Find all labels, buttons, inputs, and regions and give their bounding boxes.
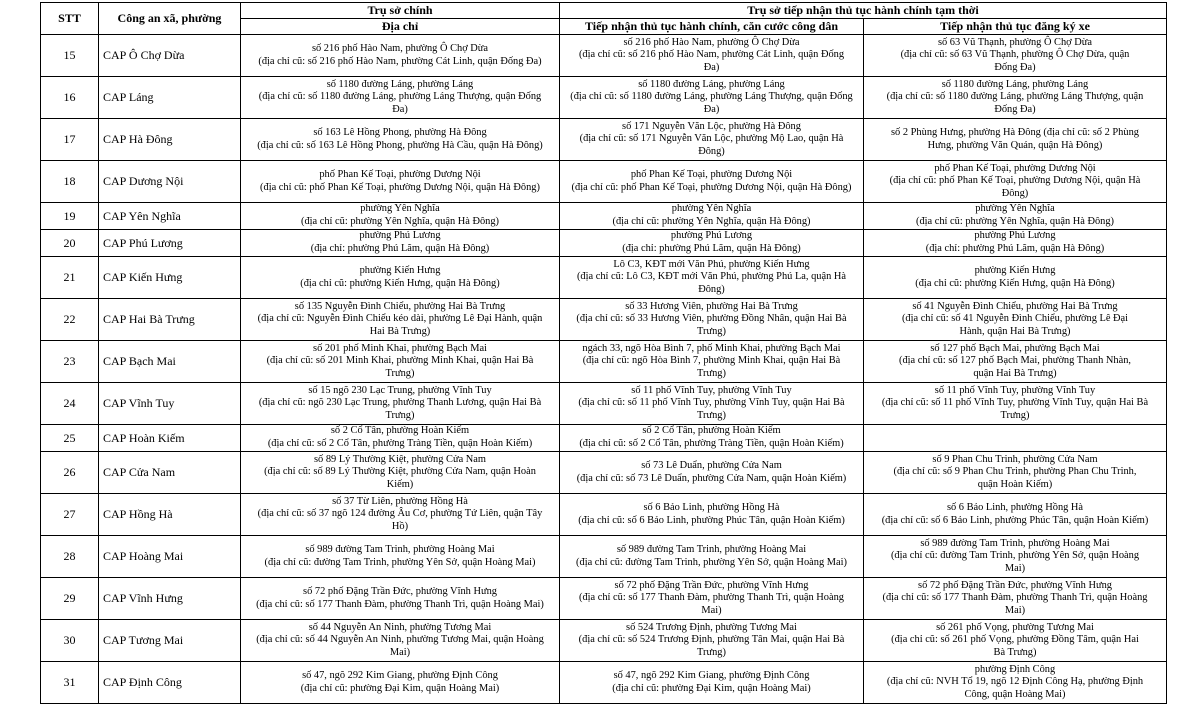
- row-stt: 23: [41, 341, 99, 383]
- address-line: Hai Bà Trưng): [369, 325, 431, 337]
- header-address: Địa chỉ: [241, 19, 560, 35]
- address-line: số 63 Vũ Thạnh, phường Ô Chợ Dừa: [937, 36, 1093, 48]
- row-stt: 20: [41, 230, 99, 257]
- vehicle-registration-address: [864, 119, 1167, 161]
- address-line: phường Kiến Hưng: [974, 264, 1056, 276]
- header-vehicle-registration: Tiếp nhận thủ tục đăng ký xe: [864, 19, 1167, 35]
- address-line: phường Kiến Hưng: [359, 264, 441, 276]
- address-line: số 33 Hương Viên, phường Hai Bà Trưng: [625, 300, 798, 312]
- address-line: số 6 Bảo Linh, phường Hồng Hà: [946, 501, 1084, 513]
- row-stt: 26: [41, 452, 99, 494]
- address-line: (địa chỉ cũ: phường Yên Nghĩa, quận Hà Đông): [300, 216, 499, 227]
- address-line: (địa chỉ cũ: số 1180 đường Láng, phường Láng Thượng, quận Đống: [258, 91, 542, 103]
- address-line: Kiếm): [386, 478, 414, 490]
- address-line: số 89 Lý Thường Kiệt, phường Cửa Nam: [314, 453, 486, 465]
- address-line: (địa chỉ cũ: số 127 phố Bạch Mai, phường Thanh Nhàn,: [899, 355, 1131, 367]
- main-office-address: [241, 383, 560, 425]
- admin-procedure-address: [560, 578, 864, 620]
- address-line: (địa chỉ cũ: số 89 Lý Thường Kiệt, phường Cửa Nam, quận Hoàn: [264, 466, 536, 478]
- address-line: (địa chỉ cũ: phố Phan Kế Toại, phường Dương Nội, quận Hà Đông): [571, 181, 852, 193]
- address-line: số 1180 đường Láng, phường Láng: [326, 78, 474, 90]
- vehicle-registration-address: [864, 425, 1167, 452]
- address-line: (địa chỉ cũ: phố Phan Kế Toại, phường Dương Nội, quận Hà Đông): [260, 181, 540, 193]
- vehicle-registration-address: [864, 230, 1167, 257]
- row-unit-name: CAP Láng: [99, 77, 241, 119]
- address-line: số 73 Lê Duẩn, phường Cửa Nam: [641, 459, 782, 471]
- main-office-address: [241, 425, 560, 452]
- address-line: Đống Đa): [994, 103, 1036, 115]
- admin-procedure-address: [560, 452, 864, 494]
- address-line: (địa chỉ cũ: số 6 Bảo Linh, phường Phúc Tân, quận Hoàn Kiếm): [881, 514, 1149, 526]
- row-stt: 16: [41, 77, 99, 119]
- address-line: số 989 đường Tam Trinh, phường Hoàng Mai: [616, 543, 807, 555]
- address-line: số 6 Bảo Linh, phường Hồng Hà: [643, 501, 780, 513]
- table-row: [41, 536, 1167, 578]
- address-line: Lô C3, KĐT mới Văn Phú, phường Kiến Hưng: [613, 258, 810, 270]
- table-body: [41, 35, 1167, 704]
- address-line: số 9 Phan Chu Trinh, phường Cửa Nam: [932, 453, 1098, 465]
- address-line: (địa chỉ cũ: số 1180 đường Láng, phường Láng Thượng, quận Đống: [570, 91, 853, 103]
- table-row: [41, 383, 1167, 425]
- address-line: Trưng): [385, 367, 415, 379]
- row-unit-name: CAP Hà Đông: [99, 119, 241, 161]
- address-line: (địa chỉ cũ: số 11 phố Vĩnh Tuy, phường Vĩnh Tuy, quận Hai Bà: [578, 397, 845, 409]
- row-stt: 21: [41, 257, 99, 299]
- table-row: [41, 77, 1167, 119]
- address-line: quận Hoàn Kiếm): [977, 478, 1053, 490]
- row-unit-name: CAP Kiến Hưng: [99, 257, 241, 299]
- row-unit-name: CAP Yên Nghĩa: [99, 203, 241, 230]
- admin-procedure-address: [560, 77, 864, 119]
- row-stt: 17: [41, 119, 99, 161]
- address-line: (địa chỉ cũ: số 261 phố Vọng, phường Đồng Tâm, quận Hai: [891, 634, 1139, 646]
- address-line: Hành, quận Hai Bà Trưng): [959, 325, 1071, 337]
- address-line: Đa): [392, 103, 408, 115]
- address-line: (địa chỉ cũ: phường Kiến Hưng, quận Hà Đông): [300, 277, 500, 289]
- vehicle-registration-address: [864, 35, 1167, 77]
- vehicle-registration-address: [864, 77, 1167, 119]
- address-line: Trưng): [697, 325, 726, 337]
- address-line: (địa chỉ cũ: số 44 Nguyễn An Ninh, phường Tương Mai, quận Hoàng: [256, 634, 544, 646]
- address-line: số 2 Cổ Tân, phường Hoàn Kiếm: [330, 425, 470, 437]
- main-office-address: [241, 452, 560, 494]
- address-line: (địa chỉ cũ: phố Phan Kế Toại, phường Dương Nội, quận Hà: [889, 175, 1141, 187]
- row-stt: 15: [41, 35, 99, 77]
- table-row: [41, 425, 1167, 452]
- address-line: (địa chỉ cũ: phường Yên Nghĩa, quận Hà Đông): [612, 216, 811, 227]
- address-line: ngách 33, ngõ Hòa Bình 7, phố Minh Khai, phường Bạch Mai: [582, 342, 841, 354]
- address-line: Đông): [698, 145, 725, 157]
- address-line: (địa chỉ cũ: số 216 phố Hào Nam, phường Cát Linh, quận Đống Đa): [258, 55, 542, 67]
- table-row: [41, 341, 1167, 383]
- address-line: Hồ): [391, 520, 409, 532]
- row-unit-name: CAP Hoàng Mai: [99, 536, 241, 578]
- address-line: số 2 Cổ Tân, phường Hoàn Kiếm: [642, 425, 781, 437]
- row-stt: 19: [41, 203, 99, 230]
- main-office-address: [241, 620, 560, 662]
- address-line: (địa chỉ cũ: phường Kiến Hưng, quận Hà Đông): [915, 277, 1115, 289]
- admin-procedure-address: [560, 119, 864, 161]
- admin-procedure-address: [560, 662, 864, 704]
- main-office-address: [241, 230, 560, 257]
- address-line: Mai): [701, 604, 722, 616]
- row-stt: 29: [41, 578, 99, 620]
- address-line: số 524 Trương Định, phường Tương Mai: [626, 621, 797, 633]
- table-row: [41, 662, 1167, 704]
- address-line: (địa chỉ cũ: số 33 Hương Viên, phường Đồng Nhân, quận Hai Bà: [576, 313, 847, 325]
- main-office-address: [241, 494, 560, 536]
- admin-procedure-address: [560, 230, 864, 257]
- vehicle-registration-address: [864, 494, 1167, 536]
- address-line: quận Hai Bà Trưng): [973, 367, 1057, 379]
- address-line: số 2 Phùng Hưng, phường Hà Đông (địa chỉ cũ: số 2 Phùng: [891, 126, 1139, 138]
- address-line: Trưng): [697, 409, 726, 421]
- header-main-office: Trụ sở chính: [241, 3, 560, 19]
- address-line: số 216 phố Hào Nam, phường Ô Chợ Dừa: [311, 42, 489, 54]
- address-line: (địa chỉ cũ: số 216 phố Hào Nam, phường Cát Linh, quận Đống: [578, 49, 845, 61]
- address-line: số 1180 đường Láng, phường Láng: [638, 78, 785, 90]
- address-line: Trưng): [697, 646, 726, 658]
- table-row: [41, 620, 1167, 662]
- address-line: phường Định Công: [974, 663, 1056, 675]
- vehicle-registration-address: [864, 662, 1167, 704]
- address-line: Bà Trưng): [993, 646, 1037, 658]
- row-unit-name: CAP Ô Chợ Dừa: [99, 35, 241, 77]
- admin-procedure-address: [560, 494, 864, 536]
- main-office-address: [241, 35, 560, 77]
- admin-procedure-address: [560, 425, 864, 452]
- address-line: phường Phú Lương: [974, 230, 1056, 242]
- row-stt: 31: [41, 662, 99, 704]
- address-line: (địa chỉ cũ: số 37 ngõ 124 đường Âu Cơ, phường Tứ Liên, quận Tây: [257, 508, 543, 520]
- table-row: [41, 452, 1167, 494]
- row-unit-name: CAP Dương Nội: [99, 161, 241, 203]
- main-office-address: [241, 161, 560, 203]
- admin-procedure-address: [560, 203, 864, 230]
- main-office-address: [241, 299, 560, 341]
- address-line: Đống Đa): [994, 61, 1036, 73]
- address-line: Hưng, phường Văn Quán, quận Hà Đông): [927, 139, 1103, 151]
- address-line: (địa chỉ cũ: số 177 Thanh Đàm, phường Thanh Trì, quận Hoàng: [882, 592, 1148, 604]
- vehicle-registration-address: [864, 620, 1167, 662]
- address-line: (địa chỉ cũ: số 11 phố Vĩnh Tuy, phường Vĩnh Tuy, quận Hai Bà: [881, 397, 1149, 409]
- address-line: số 201 phố Minh Khai, phường Bạch Mai: [313, 342, 487, 354]
- address-line: (địa chỉ: phường Phú Lãm, quận Hà Đông): [925, 243, 1105, 254]
- address-line: số 11 phố Vĩnh Tuy, phường Vĩnh Tuy: [934, 384, 1096, 396]
- address-line: số 47, ngõ 292 Kim Giang, phường Định Công: [613, 669, 810, 681]
- address-line: (địa chỉ cũ: số 6 Bảo Linh, phường Phúc Tân, quận Hoàn Kiếm): [578, 514, 845, 526]
- row-unit-name: CAP Định Công: [99, 662, 241, 704]
- address-line: (địa chỉ cũ: phường Yên Nghĩa, quận Hà Đông): [915, 216, 1114, 227]
- address-line: số 216 phố Hào Nam, phường Ô Chợ Dừa: [623, 36, 800, 48]
- address-line: số 989 đường Tam Trinh, phường Hoàng Mai: [920, 537, 1110, 549]
- address-line: (địa chỉ cũ: phường Đại Kim, quận Hoàng Mai): [612, 682, 811, 694]
- main-office-address: [241, 77, 560, 119]
- vehicle-registration-address: [864, 341, 1167, 383]
- address-line: (địa chỉ cũ: số 524 Trương Định, phường Tân Mai, quận Hai Bà: [578, 634, 845, 646]
- address-line: phường Phú Lương: [670, 230, 753, 242]
- address-line: số 1180 đường Láng, phường Láng: [941, 78, 1089, 90]
- row-unit-name: CAP Vĩnh Tuy: [99, 383, 241, 425]
- address-table-sheet: [40, 2, 1166, 704]
- address-line: phố Phan Kế Toại, phường Dương Nội: [630, 168, 793, 180]
- address-line: (địa chỉ cũ: Lô C3, KĐT mới Văn Phú, phường Phú La, quận Hà: [576, 271, 847, 283]
- row-unit-name: CAP Vĩnh Hưng: [99, 578, 241, 620]
- address-line: số 135 Nguyễn Đình Chiểu, phường Hai Bà Trưng: [294, 300, 506, 312]
- row-stt: 28: [41, 536, 99, 578]
- row-unit-name: CAP Hoàn Kiếm: [99, 425, 241, 452]
- main-office-address: [241, 257, 560, 299]
- address-line: Công, quận Hoàng Mai): [964, 688, 1066, 700]
- address-line: số 47, ngõ 292 Kim Giang, phường Định Công: [302, 669, 498, 681]
- address-line: (địa chỉ cũ: NVH Tổ 19, ngõ 12 Định Công Hạ, phường Định: [886, 676, 1144, 688]
- table-row: [41, 119, 1167, 161]
- admin-procedure-address: [560, 341, 864, 383]
- address-line: số 261 phố Vọng, phường Tương Mai: [936, 621, 1094, 633]
- address-line: Mai): [1004, 562, 1026, 574]
- row-stt: 22: [41, 299, 99, 341]
- address-line: (địa chỉ cũ: số 171 Nguyễn Văn Lộc, phường Mộ Lao, quận Hà: [579, 133, 844, 145]
- row-unit-name: CAP Phú Lương: [99, 230, 241, 257]
- address-line: số 72 phố Đặng Trần Đức, phường Vĩnh Hưng: [918, 579, 1112, 591]
- address-line: (địa chỉ cũ: số 73 Lê Duẩn, phường Cửa Nam, quận Hoàn Kiếm): [576, 472, 847, 484]
- address-line: số 37 Từ Liên, phường Hồng Hà: [332, 495, 468, 507]
- main-office-address: [241, 662, 560, 704]
- row-stt: 18: [41, 161, 99, 203]
- address-line: phường Yên Nghĩa: [975, 203, 1055, 215]
- row-unit-name: CAP Cửa Nam: [99, 452, 241, 494]
- address-line: (địa chỉ cũ: số 63 Vũ Thạnh, phường Ô Chợ Dừa, quận: [900, 49, 1130, 61]
- vehicle-registration-address: [864, 161, 1167, 203]
- address-line: Đông): [1001, 187, 1029, 199]
- address-line: Đa): [703, 61, 720, 73]
- address-line: phường Phú Lương: [359, 230, 441, 242]
- vehicle-registration-address: [864, 383, 1167, 425]
- address-line: (địa chỉ: phường Phú Lãm, quận Hà Đông): [310, 243, 490, 254]
- address-line: (địa chỉ: phường Phú Lãm, quận Hà Đông): [622, 243, 801, 254]
- row-unit-name: CAP Tương Mai: [99, 620, 241, 662]
- table-row: [41, 578, 1167, 620]
- address-line: số 163 Lê Hồng Phong, phường Hà Đông: [313, 126, 487, 138]
- header-unit: Công an xã, phường: [99, 3, 241, 35]
- row-stt: 25: [41, 425, 99, 452]
- address-line: (địa chỉ cũ: ngõ Hòa Bình 7, phường Minh Khai, quận Hai Bà: [582, 355, 841, 367]
- table-row: [41, 230, 1167, 257]
- address-line: (địa chỉ cũ: số 1180 đường Láng, phường Láng Thượng, quận: [886, 91, 1144, 103]
- address-line: (địa chỉ cũ: số 41 Nguyễn Đình Chiểu, phường Lê Đại: [901, 313, 1129, 325]
- address-line: (địa chỉ cũ: số 2 Cổ Tân, phường Tràng Tiền, quận Hoàn Kiếm): [267, 438, 533, 449]
- address-line: (địa chỉ cũ: số 2 Cổ Tân, phường Tràng Tiền, quận Hoàn Kiếm): [579, 438, 844, 449]
- table-row: [41, 161, 1167, 203]
- address-line: phường Yên Nghĩa: [360, 203, 440, 215]
- address-line: Mai): [1004, 604, 1026, 616]
- row-unit-name: CAP Hồng Hà: [99, 494, 241, 536]
- address-line: (địa chỉ cũ: số 9 Phan Chu Trinh, phường Phan Chu Trinh,: [893, 466, 1137, 478]
- address-line: phường Yên Nghĩa: [671, 203, 752, 215]
- vehicle-registration-address: [864, 299, 1167, 341]
- table-row: [41, 35, 1167, 77]
- main-office-address: [241, 203, 560, 230]
- admin-procedure-address: [560, 383, 864, 425]
- main-office-address: [241, 341, 560, 383]
- admin-procedure-address: [560, 536, 864, 578]
- address-line: số 171 Nguyễn Văn Lộc, phường Hà Đông: [622, 120, 801, 132]
- address-line: số 72 phố Đặng Trần Đức, phường Vĩnh Hưng: [614, 579, 809, 591]
- admin-procedure-address: [560, 299, 864, 341]
- row-unit-name: CAP Hai Bà Trưng: [99, 299, 241, 341]
- admin-procedure-address: [560, 620, 864, 662]
- vehicle-registration-address: [864, 536, 1167, 578]
- vehicle-registration-address: [864, 257, 1167, 299]
- address-line: (địa chỉ cũ: đường Tam Trinh, phường Yên Sở, quận Hoàng: [890, 550, 1140, 562]
- header-admin-procedures: Tiếp nhận thủ tục hành chính, căn cước công dân: [560, 19, 864, 35]
- header-temp-office: Trụ sở tiếp nhận thủ tục hành chính tạm thời: [560, 3, 1167, 19]
- police-office-address-table: [40, 2, 1167, 704]
- row-unit-name: CAP Bạch Mai: [99, 341, 241, 383]
- vehicle-registration-address: [864, 452, 1167, 494]
- admin-procedure-address: [560, 257, 864, 299]
- row-stt: 27: [41, 494, 99, 536]
- main-office-address: [241, 536, 560, 578]
- address-line: phố Phan Kế Toại, phường Dương Nội: [934, 162, 1096, 174]
- address-line: Đông): [698, 283, 725, 295]
- address-line: phố Phan Kế Toại, phường Dương Nội: [319, 168, 481, 180]
- address-line: số 72 phố Đặng Trần Đức, phường Vĩnh Hưng: [303, 585, 497, 597]
- address-line: (địa chỉ cũ: số 177 Thanh Đàm, phường Thanh Trì, quận Hoàng: [579, 592, 844, 604]
- address-line: số 41 Nguyễn Đình Chiểu, phường Hai Bà Trưng: [912, 300, 1118, 312]
- address-line: (địa chỉ cũ: ngõ 230 Lạc Trung, phường Thanh Lương, quận Hai Bà: [258, 397, 542, 409]
- main-office-address: [241, 119, 560, 161]
- address-line: (địa chỉ cũ: số 177 Thanh Đàm, phường Thanh Trì, quận Hoàng Mai): [256, 598, 544, 610]
- address-line: (địa chỉ cũ: số 163 Lê Hồng Phong, phường Hà Cầu, quận Hà Đông): [257, 139, 543, 151]
- address-line: (địa chỉ cũ: đường Tam Trinh, phường Yên Sở, quận Hoàng Mai): [264, 556, 536, 568]
- row-stt: 24: [41, 383, 99, 425]
- table-row: [41, 494, 1167, 536]
- admin-procedure-address: [560, 161, 864, 203]
- header-stt: STT: [41, 3, 99, 35]
- vehicle-registration-address: [864, 578, 1167, 620]
- address-line: (địa chỉ cũ: số 201 Minh Khai, phường Minh Khai, quận Hai Bà: [266, 355, 534, 367]
- address-line: số 127 phố Bạch Mai, phường Bạch Mai: [930, 342, 1100, 354]
- row-stt: 30: [41, 620, 99, 662]
- address-line: số 11 phố Vĩnh Tuy, phường Vĩnh Tuy: [631, 384, 792, 396]
- address-line: Trưng): [697, 367, 726, 379]
- address-line: Trưng): [1000, 409, 1030, 421]
- address-line: (địa chỉ cũ: đường Tam Trinh, phường Yên Sở, quận Hoàng Mai): [576, 556, 847, 568]
- address-line: số 989 đường Tam Trinh, phường Hoàng Mai: [305, 543, 495, 555]
- table-row: [41, 203, 1167, 230]
- address-line: Trưng): [385, 409, 415, 421]
- main-office-address: [241, 578, 560, 620]
- address-line: số 15 ngõ 230 Lạc Trung, phường Vĩnh Tuy: [308, 384, 492, 396]
- table-row: [41, 257, 1167, 299]
- vehicle-registration-address: [864, 203, 1167, 230]
- address-line: số 44 Nguyễn An Ninh, phường Tương Mai: [308, 621, 492, 633]
- address-line: (địa chỉ cũ: Nguyễn Đình Chiểu kéo dài, phường Lê Đại Hành, quận: [257, 313, 543, 325]
- address-line: Đa): [703, 103, 720, 115]
- table-row: [41, 299, 1167, 341]
- address-line: Mai): [389, 646, 411, 658]
- address-line: (địa chỉ cũ: phường Đại Kim, quận Hoàng Mai): [300, 682, 500, 694]
- admin-procedure-address: [560, 35, 864, 77]
